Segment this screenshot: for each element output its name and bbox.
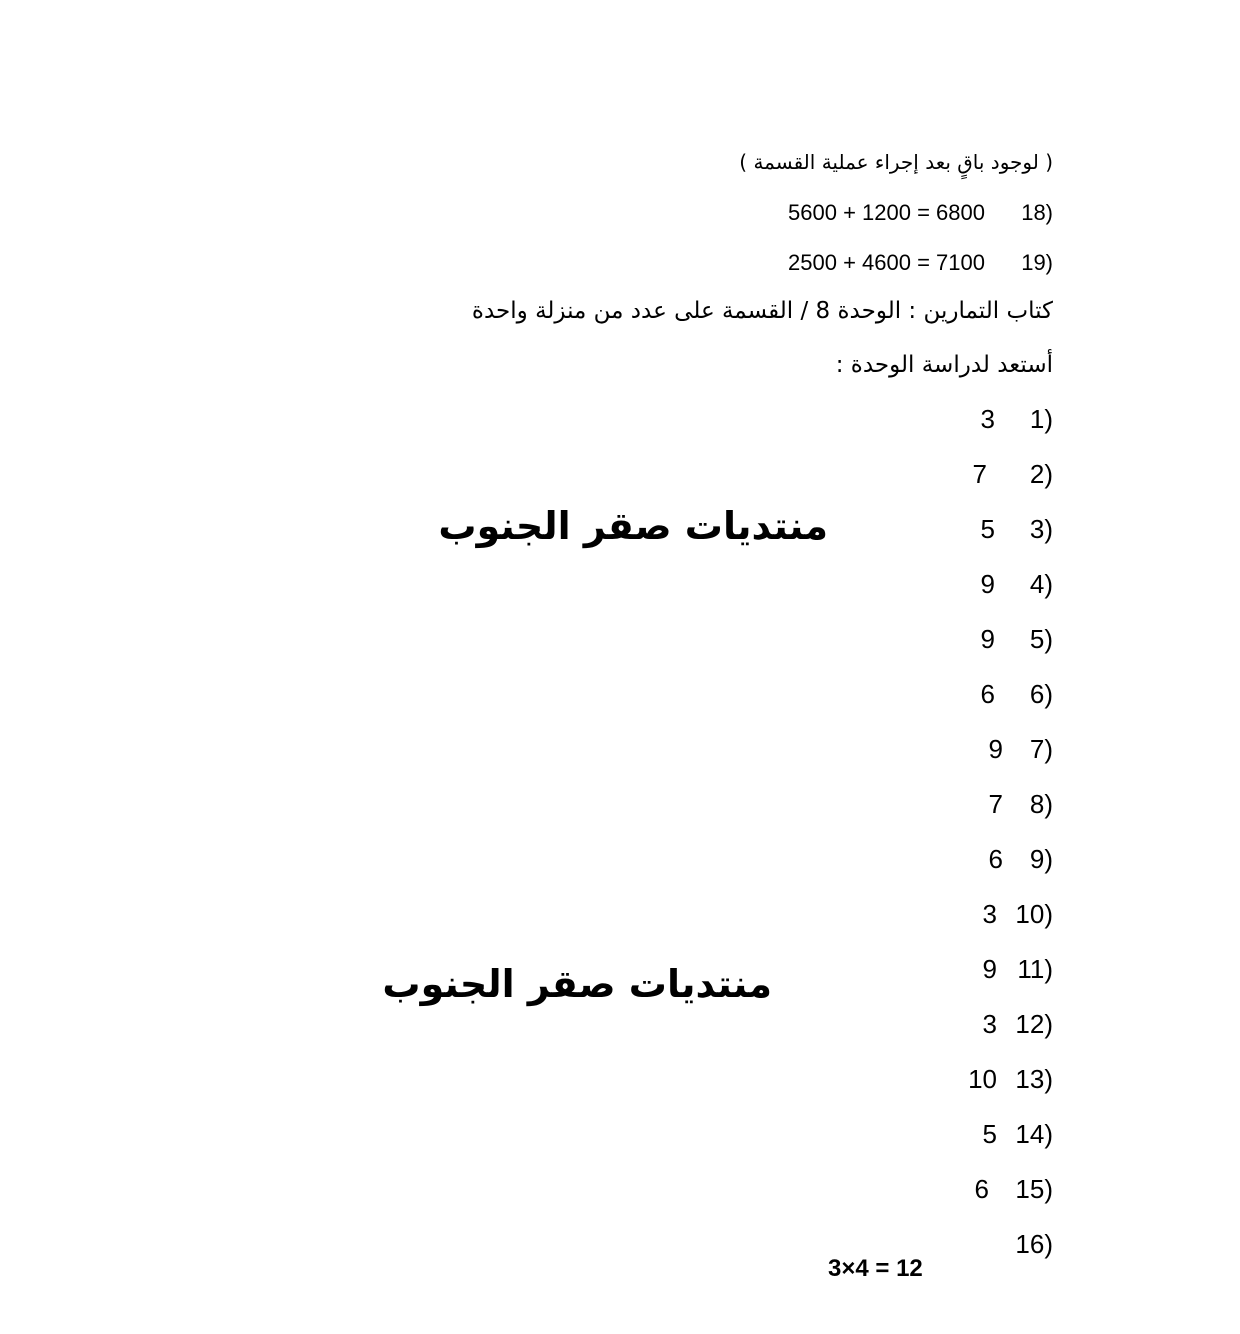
- answer-number: 2): [1029, 459, 1053, 489]
- answer-row: [933, 789, 1053, 844]
- answer-row: [933, 844, 1053, 899]
- answer-row: [933, 899, 1053, 954]
- prepare-heading: أستعد لدراسة الوحدة :: [835, 352, 1053, 378]
- answer-row: [933, 569, 1053, 624]
- answer-number: 4): [1029, 569, 1053, 599]
- footer-equation: 3×4 = 12: [828, 1255, 923, 1282]
- answer-row: [933, 459, 1053, 514]
- answer-number: 14): [1015, 1119, 1053, 1149]
- answer-number: 12): [1015, 1009, 1053, 1039]
- answer-row: [933, 1009, 1053, 1064]
- equation-expression: 2500 + 4600 = 7100: [788, 250, 985, 275]
- answer-number: 13): [1015, 1064, 1053, 1094]
- division-remainder-note: ( لوجود باقٍ بعد إجراء عملية القسمة ): [739, 150, 1053, 174]
- answer-value: 10: [968, 1064, 997, 1094]
- answer-row: [933, 1119, 1053, 1174]
- answer-number: 11): [1017, 954, 1053, 984]
- answer-value: 9: [988, 734, 1003, 764]
- answer-number: 1): [1029, 404, 1053, 434]
- answer-value: 9: [980, 624, 995, 654]
- answer-row: [933, 624, 1053, 679]
- answer-row: [933, 1229, 1053, 1284]
- answer-value: 3: [982, 1009, 997, 1039]
- answer-value: 7: [972, 459, 987, 489]
- answer-number: 3): [1029, 514, 1053, 544]
- forum-watermark: منتديات صقر الجنوب: [438, 504, 828, 548]
- answer-row: [933, 514, 1053, 569]
- answer-value: 7: [988, 789, 1003, 819]
- answer-number: 5): [1029, 624, 1053, 654]
- answer-value: 5: [982, 1119, 997, 1149]
- answer-row: [933, 679, 1053, 734]
- answer-number: 15): [1015, 1174, 1053, 1204]
- answer-row: [933, 1174, 1053, 1229]
- answer-value: 6: [974, 1174, 989, 1204]
- workbook-title: كتاب التمارين : الوحدة 8 / القسمة على عدد من منزلة واحدة: [471, 298, 1053, 324]
- answer-row: [933, 734, 1053, 789]
- answer-row: [933, 954, 1053, 1009]
- answer-value: 5: [980, 514, 995, 544]
- answer-value: 3: [980, 404, 995, 434]
- answer-number: 6): [1029, 679, 1053, 709]
- answer-number: 8): [1029, 789, 1053, 819]
- answer-number: 16): [1015, 1229, 1053, 1259]
- answer-value: 3: [982, 899, 997, 929]
- answer-row: [933, 404, 1053, 459]
- answer-value: 6: [980, 679, 995, 709]
- answers-list: [933, 404, 1053, 1284]
- equation-number: 19): [1021, 250, 1053, 275]
- equation-number: 18): [1021, 200, 1053, 225]
- equation-expression: 5600 + 1200 = 6800: [788, 200, 985, 225]
- answer-value: 9: [980, 569, 995, 599]
- answer-row: [933, 1064, 1053, 1119]
- answer-number: 9): [1029, 844, 1053, 874]
- answer-value: 6: [988, 844, 1003, 874]
- equation-row-19: [753, 250, 1053, 280]
- equation-row-18: [753, 200, 1053, 230]
- answer-number: 10): [1015, 899, 1053, 929]
- forum-watermark: منتديات صقر الجنوب: [382, 962, 772, 1006]
- answer-value: 9: [982, 954, 997, 984]
- answer-number: 7): [1029, 734, 1053, 764]
